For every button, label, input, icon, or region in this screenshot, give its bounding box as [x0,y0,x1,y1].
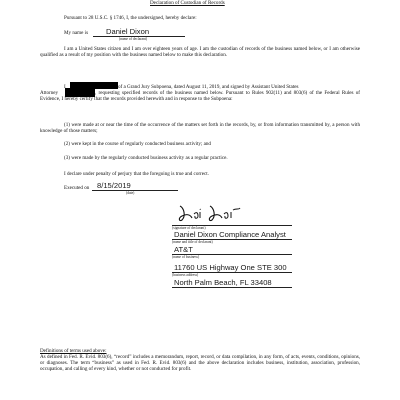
declarant-name-value: Daniel Dixon [106,27,150,36]
business-address-line1: 11760 US Highway One STE 300 [174,263,287,272]
executed-date-caption: (date) [126,191,135,195]
executed-prefix: Executed on [64,185,90,191]
paragraph-subpoena-attorney: Attorney [40,90,59,96]
certification-item-2: (2) were kept in the course of regularly conducted business activity; and [64,141,211,147]
document-title: Declaration of Custodian of Records [150,0,225,6]
signature-caption: (signature of declarant) [172,226,206,230]
paragraph-subpoena-line1: of a Grand Jury Subpoena, dated August 11, 2019, and signed by Assistant United States [118,84,299,90]
business-name: AT&T [174,245,193,254]
address1-caption: (business address) [172,273,199,277]
handwritten-signature [176,200,246,226]
certification-item-1: (1) were made at or near the time of the occurrence of the matters set forth in the records, by, or from information transmitted by, a person with knowledge of those matters; [40,122,360,135]
executed-date-value: 8/15/2019 [97,181,131,190]
name-title-caption: (name and title of declarant) [172,240,213,244]
business-caption: (name of business) [172,255,200,259]
name-prefix: My name is [64,30,89,36]
address2-line [172,287,292,288]
paragraph-subpoena-start: I [64,84,66,90]
paragraph-citizenship: I am a United States citizen and I am over eighteen years of age. I am the custodian of records of the business named below, or I am otherwise qualified as a result of my position with the business named below to make this declaration. [40,46,360,59]
definitions-text: As defined in Fed. R. Evid. 803(6), “record” includes a memorandum, report, record, or data compilation, in any form, of acts, events, conditions, opinions, or diagnoses. The term “business” as used in Fed. R. Evid. 803(6) and the above declaration includes business, institution, association, profession, occupation, and calling of every kind, whether or not conducted for profit. [40,354,360,373]
paragraph-subpoena-rest: , requesting specified records of the business named below. Pursuant to Rules 902(11) and 803(6) of the Federal Rules of Evidence, I hereby certify that the records provided herewith and in response to the Subpoena: [40,90,360,103]
definitions-heading: Definitions of terms used above: [40,348,107,354]
name-caption: (name of declarant) [119,37,148,41]
business-address-line2: North Palm Beach, FL 33408 [174,278,272,287]
certification-item-3: (3) were made by the regularly conducted business activity as a regular practice. [64,155,228,161]
perjury-statement: I declare under penalty of perjury that the foregoing is true and correct. [64,171,209,177]
intro-statement: Pursuant to 28 U.S.C. § 1746, I, the undersigned, hereby declare: [64,15,197,21]
declarant-name-title: Daniel Dixon Compliance Analyst [174,230,286,239]
executed-date-underline [92,190,178,191]
